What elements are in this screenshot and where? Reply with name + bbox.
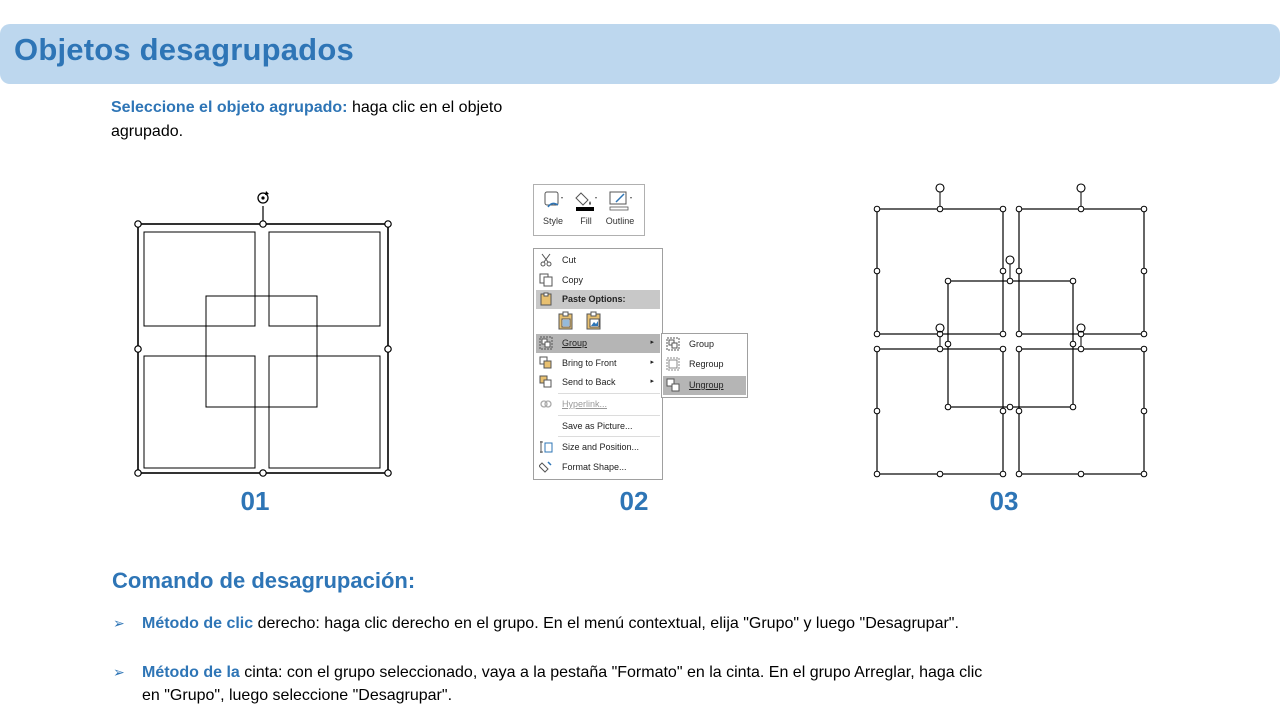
menu-label-bring-to-front: Bring to Front: [562, 358, 617, 368]
send-to-back-icon: [539, 375, 553, 389]
menu-label-copy: Copy: [562, 275, 584, 285]
submenu-item-group[interactable]: [663, 335, 746, 354]
submenu-arrow-icon: ▸: [650, 359, 654, 366]
group-icon: [666, 337, 680, 351]
bullet-1-text: derecho: haga clic derecho en el grupo. En el menú contextual, elija "Grupo" y luego "Desagrupar".: [253, 615, 959, 632]
fill-button[interactable]: [570, 189, 602, 226]
arrow-bullet-icon: ➢: [113, 615, 125, 631]
menu-divider: [558, 393, 660, 394]
paint-bucket-icon: [573, 189, 599, 211]
menu-label-hyperlink: Hyperlink...: [562, 399, 608, 409]
figure-label-02: 02: [619, 486, 649, 516]
menu-label-save-as-picture: Save as Picture...: [562, 421, 633, 431]
style-label: Style: [542, 216, 563, 226]
menu-item-size-and-position[interactable]: [536, 438, 660, 457]
submenu-label-group: Group: [689, 339, 715, 349]
page-title: Objetos desagrupados: [14, 32, 354, 67]
figure-01-grouped-object[interactable]: [130, 188, 396, 480]
bullet-ribbon-method: [113, 661, 993, 707]
menu-divider: [558, 415, 660, 416]
group-submenu: [661, 333, 748, 398]
bullet-right-click-method: [113, 612, 993, 635]
menu-item-group[interactable]: [536, 334, 660, 353]
menu-label-paste-options: Paste Options:: [562, 294, 626, 304]
figure-03-ungrouped-objects[interactable]: [868, 180, 1154, 482]
menu-item-copy[interactable]: [536, 271, 660, 290]
bullet-2-text: cinta: con el grupo seleccionado, vaya a la pestaña "Formato" en la cinta. En el grupo Arreglar, haga clic en "Grupo", luego seleccione "Desagrupar".: [142, 664, 983, 704]
bullet-2-bold: Método de la: [142, 664, 240, 681]
clipboard-icon: [539, 292, 553, 306]
regroup-icon: [666, 357, 680, 371]
intro-bold: Seleccione el objeto agrupado:: [111, 99, 348, 116]
hyperlink-icon: [539, 397, 553, 411]
menu-item-bring-to-front[interactable]: [536, 354, 660, 373]
intro-text: haga clic en el objeto agrupado.: [111, 99, 503, 140]
submenu-item-ungroup[interactable]: [663, 376, 746, 395]
submenu-label-regroup: Regroup: [689, 359, 724, 369]
submenu-arrow-icon: ▸: [650, 339, 654, 346]
fill-label: Fill: [580, 216, 592, 226]
menu-item-cut[interactable]: [536, 251, 660, 270]
outline-label: Outline: [605, 216, 635, 226]
group-icon: [539, 336, 553, 350]
shape-style-icon: [540, 189, 566, 211]
menu-header-paste-options: [536, 290, 660, 309]
rotate-handle-icon[interactable]: [258, 191, 269, 203]
shape-outline-icon: [606, 189, 634, 211]
command-heading: Comando de desagrupación:: [112, 568, 416, 593]
menu-item-send-to-back[interactable]: [536, 373, 660, 392]
intro-paragraph: [111, 96, 571, 144]
paste-keep-formatting-icon[interactable]: [556, 311, 576, 331]
submenu-item-regroup[interactable]: [663, 355, 746, 374]
figure-label-01: 01: [240, 486, 270, 516]
menu-label-send-to-back: Send to Back: [562, 377, 616, 387]
menu-item-format-shape[interactable]: [536, 458, 660, 477]
menu-label-size-and-position: Size and Position...: [562, 442, 640, 452]
outline-button[interactable]: [604, 189, 636, 226]
menu-label-group: Group: [562, 338, 588, 348]
style-button[interactable]: [537, 189, 569, 226]
ungroup-icon: [666, 378, 680, 392]
format-shape-icon: [539, 460, 553, 474]
format-ribbon-group: [533, 184, 645, 236]
menu-item-save-as-picture[interactable]: [536, 417, 660, 436]
bring-to-front-icon: [539, 356, 553, 370]
menu-item-hyperlink[interactable]: [536, 395, 660, 414]
menu-label-cut: Cut: [562, 255, 577, 265]
paste-as-picture-icon[interactable]: [584, 311, 604, 331]
arrow-bullet-icon: ➢: [113, 664, 125, 680]
size-position-icon: [539, 440, 553, 454]
copy-icon: [539, 273, 553, 287]
submenu-label-ungroup: Ungroup: [689, 380, 724, 390]
title-bar: [0, 24, 1280, 84]
scissors-icon: [539, 253, 553, 267]
menu-divider: [558, 436, 660, 437]
submenu-arrow-icon: ▸: [650, 378, 654, 385]
bullet-1-bold: Método de clic: [142, 615, 254, 632]
figure-label-03: 03: [989, 486, 1019, 516]
menu-label-format-shape: Format Shape...: [562, 462, 627, 472]
rotate-handle-icon[interactable]: [936, 184, 1085, 332]
context-menu: [533, 248, 663, 480]
